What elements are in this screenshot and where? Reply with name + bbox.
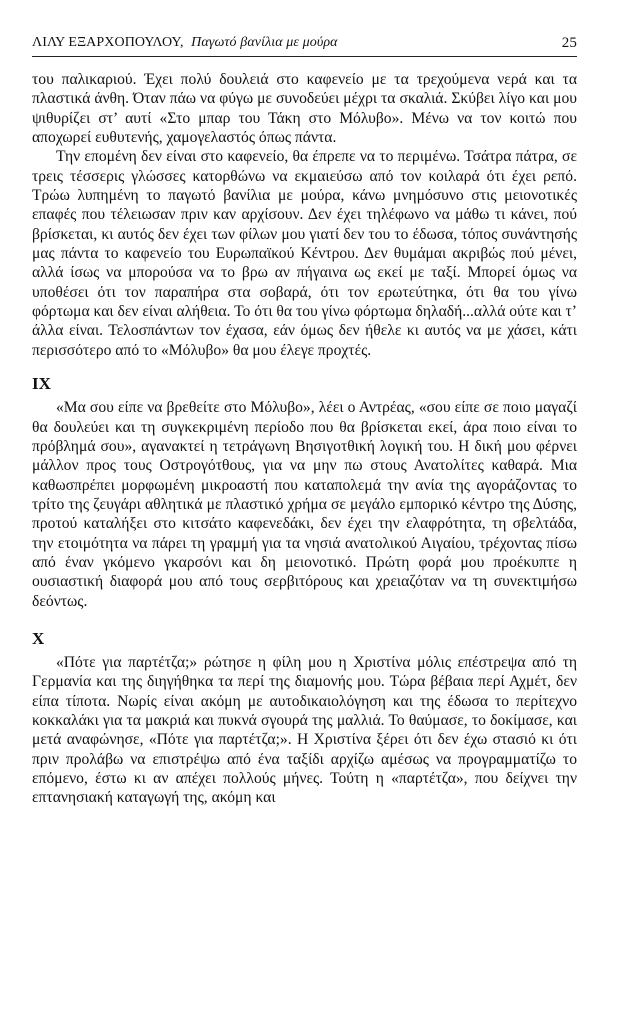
paragraph: «Μα σου είπε να βρεθείτε στο Μόλυβο», λέει ο Αντρέας, «σου είπε σε ποιο μαγαζί θα δουλεύει και τη συγκεκριμένη περίοδο που θα βρίσκεται εκεί, άρα ποιο είναι το πρόβλημά σου», αγανακτεί η τετράγωνη Βησιγοτθική λογική του. Η δική μου φέρνει μάλλον προς τους Οστρογότθους, για να μην πω στους Ανατολίτες καθαρά. Μια καθωσπρέπει μορφωμένη μικροαστή που καταπολεμά την ανία της αγοράζοντας το τρίτο της ζευγάρι αθλητικά με πλαστικό χρήμα σε μεγάλο εμπορικό κέντρο της Δύσης, προτού καταλήξει στο κιτσάτο καφενεδάκι, δεν έχει την ελαφρότητα, τη σβελτάδα, την ετοιμότητα να πάρει τη γραμμή για τα νησιά ανατολικού Αιγαίου, τρέχοντας πίσω από έναν γκόμενο γκαρσόνι και δη μειονοτικό. Πρώτη φορά μου προέκυπτε η ουσιαστική διαφορά μου από τους σερβιτόρους και χρειαζόταν να τη συνεκτιμήσω δεόντως. [32, 399, 577, 610]
header-title: Παγωτό βανίλια με μούρα [191, 35, 338, 50]
section-heading-x: X [32, 628, 45, 648]
section-heading-ix: IX [32, 374, 51, 394]
paragraph: «Πότε για παρτέτζα;» ρώτησε η φίλη μου η Χριστίνα μόλις επέστρεψα από τη Γερμανία και της διηγήθηκα τα περί της διαμονής μου. Τώρα βέβαια περί Αχμέτ, δεν είπα τίποτα. Νωρίς είναι ακόμη με αυτοδικαιολόγηση και της έδωσα το περίτεχνο κοκκαλάκι για τα μακριά και πυκνά σγουρά της μαλλιά. Το θαύμασε, το δοκίμασε, και μετά αναφώνησε, «Πότε για παρτέτζα;». Η Χριστίνα ξέρει ότι δεν έχω στασιό κι ότι πριν προλάβω να επιστρέψω από ένα ταξίδι αρχίζω αμέσως να προγραμματίζω το επόμενο, έστω κι αν απέχει πολλούς μήνες. Τούτη η «παρτέτζα», που δείχνει την επτανησιακή καταγωγή της, ακόμη και [32, 653, 577, 807]
paragraph: του παλικαριού. Έχει πολύ δουλειά στο καφενείο με τα τρεχούμενα νερά και τα πλαστικά άνθη. Όταν πάω να φύγω με συνοδεύει μέχρι τα σκαλιά. Σκύβει λίγο και μου ψιθυρίζει στ’ αυτί «Στο μπαρ του Τάκη στο Μόλυβο». Μένω να τον κοιτώ που αποχωρεί ευθυτενής, χαμογελαστός όπως πάντα. [32, 71, 577, 147]
running-header [32, 30, 577, 57]
header-author: ΛΙΛΥ ΕΞΑΡΧΟΠΟΥΛΟΥ, [32, 35, 184, 50]
paragraph: Την επομένη δεν είναι στο καφενείο, θα έπρεπε να το περιμένω. Τσάτρα πάτρα, σε τρεις τέσσερις γλώσσες κατορθώνω να εκμαιεύσω από τον κοιλαρά ότι έχει ρεπό. Τρώω λυπημένη το παγωτό βανίλια με μούρα, κάνω μνημόσυνο στις μειονοτικές επαφές που τέλειωσαν πριν καν αρχίσουν. Δεν έχει τηλέφωνο να μάθω τι κάνει, πού βρίσκεται, κι αυτός δεν έχει των φίλων μου γιατί δεν του το έδωσα, τόπος συνάντησής μας πάντα το καφενείο του Ευρωπαϊκού Κέντρου. Δεν θυμάμαι ακριβώς πού μένει, αλλά ίσως να μπορούσα να το βρω αν πήγαινα ως εκεί με ταξί. Μπορεί όμως να υποθέσει ότι τον παραπήρα στα σοβαρά, ότι τον ερωτεύτηκα, ότι θα του γίνω φόρτωμα και δεν είναι αλήθεια. Το ότι θα του γίνω φόρτωμα δηλαδή...αλλά ούτε και τ’ άλλα είναι. Τελοσπάντων τον έχασα, εάν όμως δεν ήθελε κι αυτός να με χάσει, κάτι περισσότερο από το «Μόλυβο» θα μου έλεγε προχτές. [32, 148, 577, 359]
header-left [32, 35, 338, 51]
page-number: 25 [561, 34, 577, 51]
page-body [32, 70, 577, 808]
